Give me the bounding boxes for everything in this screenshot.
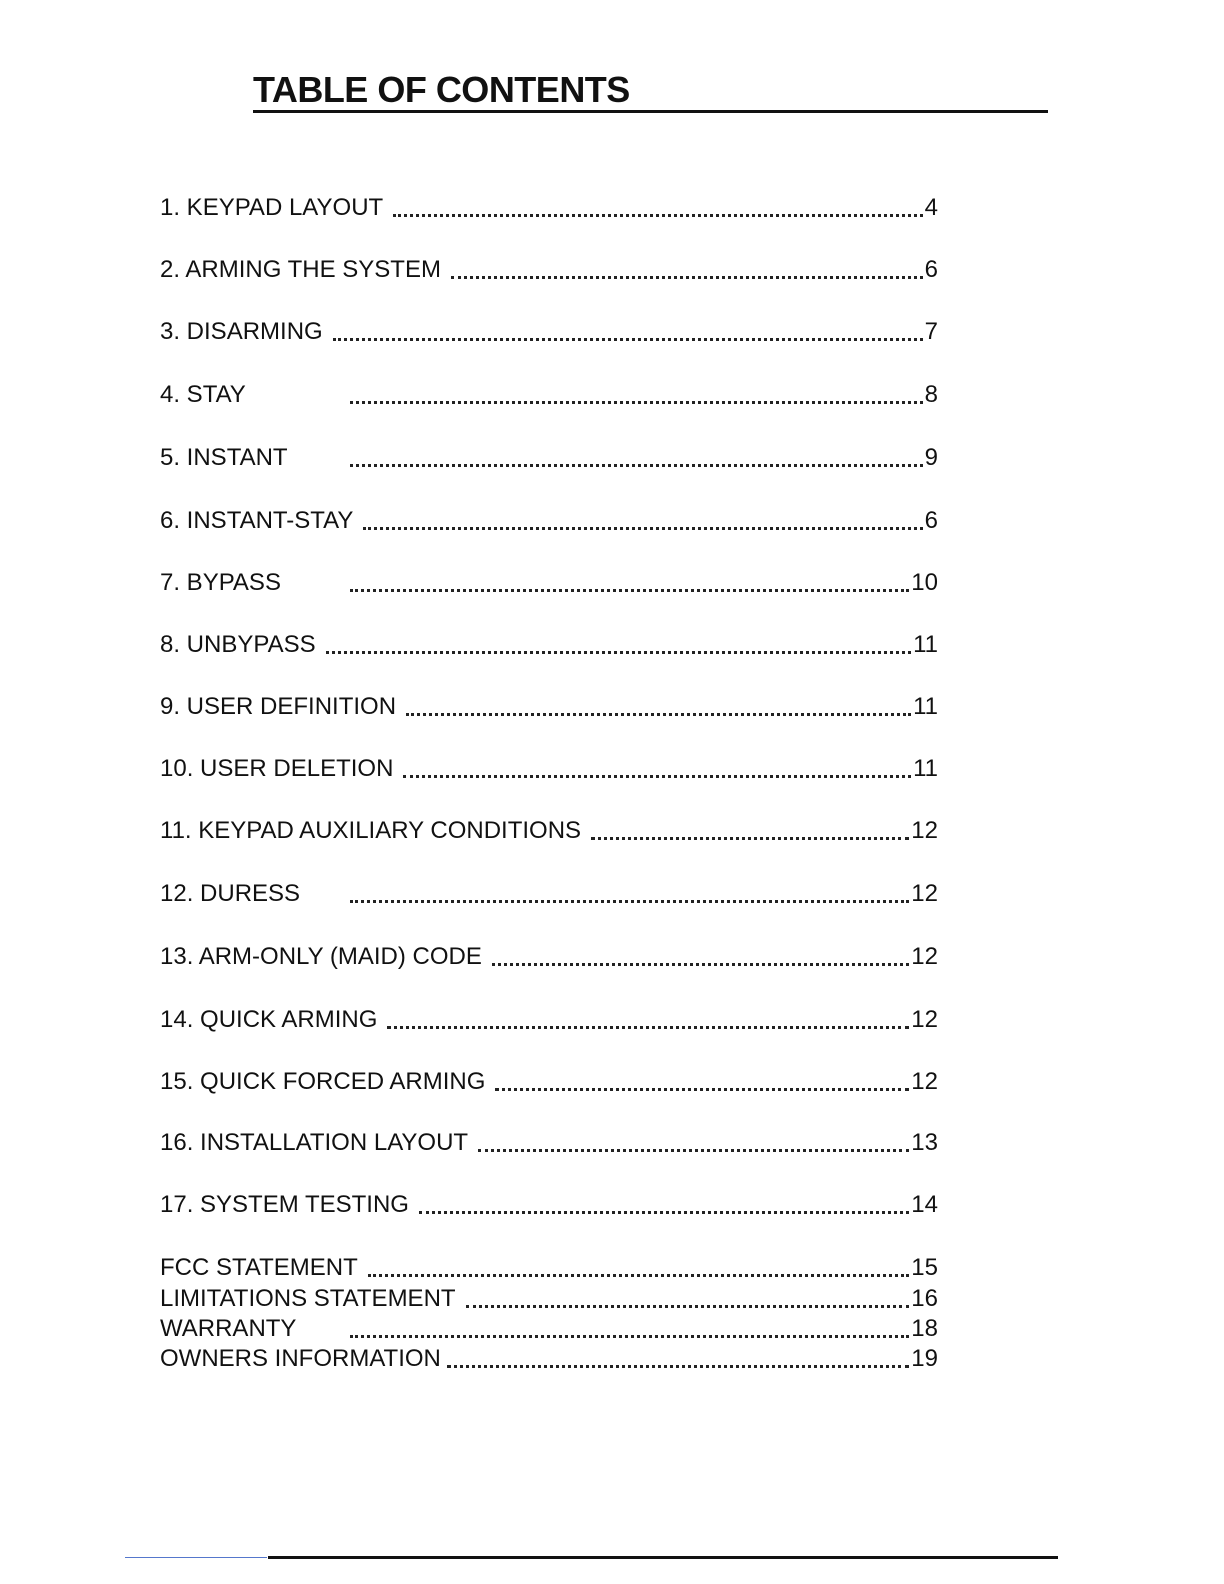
toc-entry-label: 9. USER DEFINITION (160, 693, 397, 720)
dot-leader (368, 1274, 910, 1277)
toc-entry-system-testing[interactable] (160, 1190, 938, 1220)
toc-entry-page: 15 (911, 1254, 938, 1281)
toc-entry-label: 11. KEYPAD AUXILIARY CONDITIONS (160, 817, 582, 844)
dot-leader (403, 775, 911, 778)
toc-entry-label: 14. QUICK ARMING (160, 1006, 378, 1033)
toc-entry-label: OWNERS INFORMATION (160, 1345, 441, 1372)
toc-entry-fcc-statement[interactable] (160, 1253, 938, 1283)
toc-entry-label: 15. QUICK FORCED ARMING (160, 1068, 486, 1095)
toc-entry-owners-information[interactable] (160, 1344, 938, 1374)
dot-leader (447, 1365, 909, 1368)
toc-entry-page: 6 (924, 256, 938, 283)
toc-entry-page: 6 (924, 507, 938, 534)
toc-entry-label: 12. DURESS (160, 880, 301, 907)
dot-leader (495, 1088, 909, 1091)
toc-entry-label: FCC STATEMENT (160, 1254, 358, 1281)
toc-entry-keypad-auxiliary-conditions[interactable] (160, 816, 938, 846)
toc-entry-user-deletion[interactable] (160, 754, 938, 784)
toc-entry-disarming[interactable] (160, 317, 938, 347)
toc-entry-label: 1. KEYPAD LAYOUT (160, 194, 384, 221)
toc-entry-arming-the-system[interactable] (160, 255, 938, 285)
toc-entry-limitations-statement[interactable] (160, 1284, 938, 1314)
dot-leader (350, 1335, 909, 1338)
toc-entry-page: 9 (924, 444, 938, 471)
dot-leader (451, 276, 923, 279)
toc-entry-page: 12 (911, 943, 938, 970)
toc-entry-warranty[interactable] (160, 1314, 938, 1344)
dot-leader (478, 1149, 909, 1152)
toc-entry-page: 19 (911, 1345, 938, 1372)
toc-entry-page: 10 (911, 569, 938, 596)
dot-leader (406, 713, 911, 716)
toc-entry-page: 18 (911, 1315, 938, 1342)
dot-leader (466, 1305, 910, 1308)
toc-entry-instant[interactable] (160, 443, 938, 473)
toc-entry-label: 2. ARMING THE SYSTEM (160, 256, 441, 283)
toc-entry-label: 6. INSTANT-STAY (160, 507, 354, 534)
toc-entry-page: 16 (911, 1285, 938, 1312)
dot-leader (387, 1026, 909, 1029)
toc-entry-page: 12 (911, 817, 938, 844)
page-title: TABLE OF CONTENTS (253, 69, 630, 110)
toc-entry-page: 11 (913, 755, 938, 782)
toc-entry-label: 17. SYSTEM TESTING (160, 1191, 409, 1218)
dot-leader (350, 589, 909, 592)
toc-entry-label: 13. ARM-ONLY (MAID) CODE (160, 943, 482, 970)
toc-entry-page: 13 (911, 1129, 938, 1156)
dot-leader (419, 1211, 909, 1214)
dot-leader (350, 401, 923, 404)
toc-entry-page: 14 (911, 1191, 938, 1218)
toc-entry-label: LIMITATIONS STATEMENT (160, 1285, 456, 1312)
toc-entry-label: WARRANTY (160, 1315, 297, 1342)
dot-leader (326, 651, 911, 654)
toc-entry-page: 12 (911, 880, 938, 907)
toc-entry-quick-forced-arming[interactable] (160, 1067, 938, 1097)
toc-entry-user-definition[interactable] (160, 692, 938, 722)
dot-leader (333, 338, 923, 341)
toc-entry-page: 8 (924, 381, 938, 408)
toc-entry-stay[interactable] (160, 380, 938, 410)
dot-leader (591, 837, 909, 840)
toc-entry-unbypass[interactable] (160, 630, 938, 660)
toc-entry-page: 11 (913, 693, 938, 720)
footer-rule-left (125, 1557, 267, 1558)
toc-entry-label: 8. UNBYPASS (160, 631, 316, 658)
dot-leader (350, 900, 909, 903)
toc-entry-label: 5. INSTANT (160, 444, 288, 471)
toc-entry-label: 10. USER DELETION (160, 755, 394, 782)
toc-entry-installation-layout[interactable] (160, 1128, 938, 1158)
toc-entry-keypad-layout[interactable] (160, 193, 938, 223)
footer-rule (268, 1556, 1058, 1559)
toc-entry-label: 3. DISARMING (160, 318, 323, 345)
toc-entry-quick-arming[interactable] (160, 1005, 938, 1035)
toc-entry-page: 11 (913, 631, 938, 658)
toc-entry-instant-stay[interactable] (160, 506, 938, 536)
toc-entry-page: 12 (911, 1068, 938, 1095)
dot-leader (363, 527, 922, 530)
toc-entry-label: 16. INSTALLATION LAYOUT (160, 1129, 469, 1156)
toc-entry-arm-only-maid-code[interactable] (160, 942, 938, 972)
dot-leader (393, 214, 922, 217)
dot-leader (492, 963, 909, 966)
toc-entry-label: 7. BYPASS (160, 569, 281, 596)
dot-leader (350, 464, 923, 467)
toc-entry-page: 12 (911, 1006, 938, 1033)
toc-entry-label: 4. STAY (160, 381, 246, 408)
toc-entry-duress[interactable] (160, 879, 938, 909)
toc-entry-bypass[interactable] (160, 568, 938, 598)
toc-entry-page: 7 (924, 318, 938, 345)
toc-entry-page: 4 (924, 194, 938, 221)
